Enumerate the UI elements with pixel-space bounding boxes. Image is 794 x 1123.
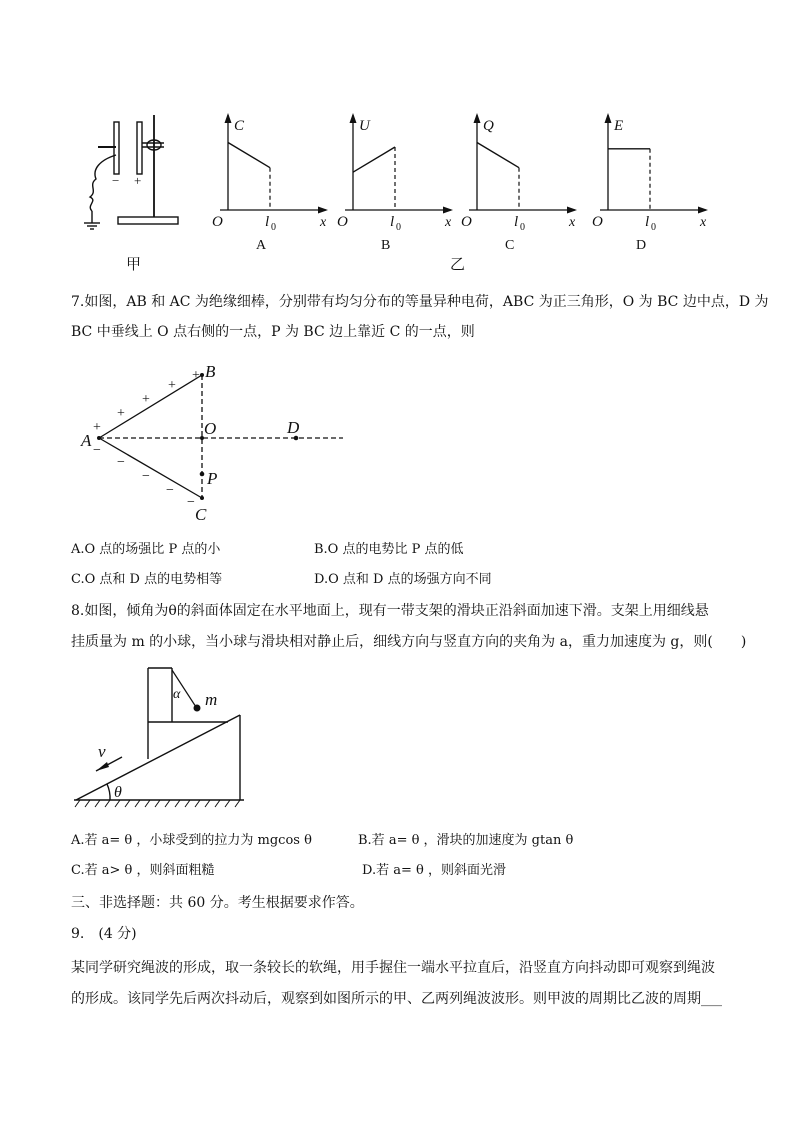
plus-sign: + <box>142 392 150 407</box>
chart-d-y-arrow <box>605 113 612 123</box>
chart-b-y-label: U <box>359 118 370 134</box>
plus-sign: + <box>168 378 176 393</box>
chart-a-series-line <box>228 143 270 168</box>
jia-label: 甲 <box>126 257 142 273</box>
chart-b-option-label: B <box>381 238 391 253</box>
figure-top <box>70 105 720 275</box>
q8-option-d[interactable]: D.若 a= θ ，则斜面光滑 <box>362 863 506 878</box>
minus-sign: − <box>166 483 174 498</box>
chart-a-option-label: A <box>256 238 267 253</box>
q7-option-d[interactable]: D.O 点和 D 点的场强方向不同 <box>314 572 492 587</box>
chart-a-y-arrow <box>225 113 232 123</box>
yi-label: 乙 <box>450 257 466 273</box>
chart-d-x-label: x <box>700 215 707 230</box>
chart-a-origin-label: O <box>212 214 223 230</box>
minus-sign: − <box>142 469 150 484</box>
label-o: O <box>204 419 217 438</box>
q7-option-a[interactable]: A.O 点的场强比 P 点的小 <box>71 542 221 557</box>
plus-sign: + <box>134 173 142 188</box>
chart-c-series-line <box>477 143 519 168</box>
chart-c-y-arrow <box>474 113 481 123</box>
chart-d-l0-subscript: 0 <box>651 222 656 233</box>
chart-b-x-label: x <box>445 215 452 230</box>
chart-d-origin-label: O <box>592 214 603 230</box>
alpha-label: α <box>173 687 181 702</box>
chart-a-x-arrow <box>318 207 328 214</box>
minus-sign: − <box>187 495 195 510</box>
capacitor-apparatus <box>84 115 178 229</box>
q8-figure <box>72 665 252 815</box>
chart-a-y-label: C <box>234 118 245 134</box>
minus-sign: − <box>112 173 120 188</box>
q7-option-b[interactable]: B.O 点的电势比 P 点的低 <box>314 542 464 557</box>
chart-c-x-arrow <box>567 207 577 214</box>
chart-c-option-label: C <box>505 238 515 253</box>
chart-b-l0-subscript: 0 <box>396 222 401 233</box>
plus-sign: + <box>117 406 125 421</box>
plus-sign: + <box>93 420 101 435</box>
theta-label: θ <box>114 784 122 801</box>
chart-b-x-arrow <box>443 207 453 214</box>
chart-d-option-label: D <box>636 238 647 253</box>
label-p: P <box>207 469 218 488</box>
label-a: A <box>81 431 92 450</box>
chart-c-l0-label: l <box>514 214 519 230</box>
chart-c-l0-subscript: 0 <box>520 222 525 233</box>
chart-c-y-label: Q <box>483 118 494 134</box>
chart-d-x-arrow <box>698 207 708 214</box>
q8-text-line2: 挂质量为 m 的小球，当小球与滑块相对静止后，细线方向与竖直方向的夹角为 a，重力加速度为 g，则( ) <box>71 634 747 650</box>
charts-layer <box>212 113 708 253</box>
section3-heading: 三、非选择题：共 60 分。考生根据要求作答。 <box>71 895 364 911</box>
label-c: C <box>195 505 207 524</box>
q8-option-a[interactable]: A.若 a= θ ，小球受到的拉力为 mgcos θ <box>71 833 312 848</box>
chart-b-series-line <box>353 147 395 172</box>
q7-text-line2: BC 中垂线上 O 点右侧的一点，P 为 BC 边上靠近 C 的一点，则 <box>71 324 475 340</box>
chart-a-x-label: x <box>320 215 327 230</box>
plus-sign: + <box>192 368 200 383</box>
label-b: B <box>205 362 216 381</box>
q8-option-c[interactable]: C.若 a> θ ，则斜面粗糙 <box>71 863 215 878</box>
minus-sign: − <box>93 443 101 458</box>
q7-figure <box>75 360 365 525</box>
chart-a-l0-label: l <box>265 214 270 230</box>
chart-d-l0-label: l <box>645 214 650 230</box>
chart-d-y-label: E <box>614 118 624 134</box>
q7-text-line1: 7.如图，AB 和 AC 为绝缘细棒，分别带有均匀分布的等量异种电荷，ABC 为正三角形，O 为 BC 边中点，D 为 <box>71 294 769 310</box>
q9-number: 9. (4 分) <box>71 926 137 942</box>
chart-a-l0-subscript: 0 <box>271 222 276 233</box>
velocity-label: v <box>98 742 106 761</box>
q8-option-b[interactable]: B.若 a= θ ，滑块的加速度为 gtan θ <box>358 833 574 848</box>
chart-c-x-label: x <box>569 215 576 230</box>
chart-c-origin-label: O <box>461 214 472 230</box>
q9-text-line1: 某同学研究绳波的形成，取一条较长的软绳，用手握住一端水平拉直后，沿竖直方向抖动即可观察到绳波 <box>71 960 715 976</box>
mass-label: m <box>205 690 218 709</box>
q8-text-line1: 8.如图，倾角为θ的斜面体固定在水平地面上，现有一带支架的滑块正沿斜面加速下滑。支架上用细线悬 <box>71 603 709 619</box>
chart-b-origin-label: O <box>337 214 348 230</box>
label-d: D <box>287 418 300 437</box>
q9-text-line2: 的形成。该同学先后两次抖动后，观察到如图所示的甲、乙两列绳波波形。则甲波的周期比乙波的周期___ <box>71 991 722 1007</box>
minus-sign: − <box>117 455 125 470</box>
q7-option-c[interactable]: C.O 点和 D 点的电势相等 <box>71 572 223 587</box>
chart-b-y-arrow <box>350 113 357 123</box>
chart-b-l0-label: l <box>390 214 395 230</box>
